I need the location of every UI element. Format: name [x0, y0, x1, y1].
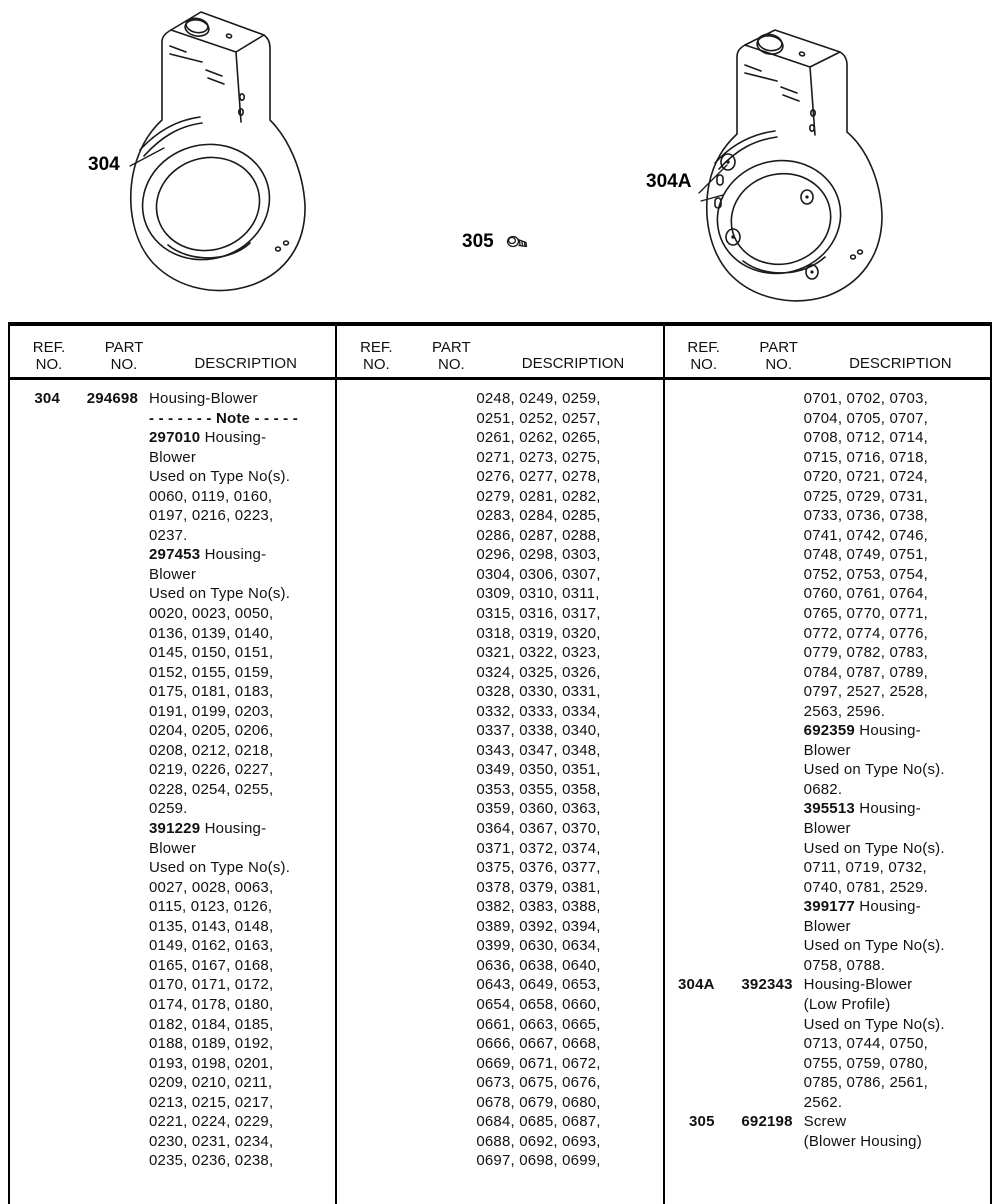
ref-no-cell: [337, 389, 387, 1171]
blower-housing-304-drawing: [118, 2, 336, 294]
description-line: 0321, 0322, 0323,: [476, 644, 601, 662]
table-section-3: [663, 326, 990, 1204]
description-line: 0315, 0316, 0317,: [476, 605, 601, 623]
table-header: [10, 326, 335, 380]
description-line: 0135, 0143, 0148,: [149, 917, 274, 935]
description-line: 0296, 0298, 0303,: [476, 546, 601, 564]
description-line: 0666, 0667, 0668,: [476, 1035, 601, 1053]
description-cell: [804, 1112, 922, 1151]
table-section-2: [335, 326, 662, 1204]
description-line: 0060, 0119, 0160,: [149, 487, 273, 505]
description-line: 395513 Housing-: [803, 800, 921, 818]
ref-no-header: REF. NO.: [360, 339, 393, 373]
table-entry-row: [665, 975, 990, 1112]
description-line: 0682.: [803, 780, 843, 798]
description-line: 0175, 0181, 0183,: [149, 683, 274, 701]
description-line: 0332, 0333, 0334,: [476, 702, 601, 720]
description-cell: [149, 389, 298, 1171]
description-line: 0701, 0702, 0703,: [803, 390, 929, 407]
table-body-3: [665, 380, 990, 1204]
screw-305-drawing: [506, 234, 532, 252]
description-line: 0219, 0226, 0227,: [149, 761, 274, 779]
part-no-header: PART NO.: [104, 339, 144, 373]
ref-no-header: REF. NO.: [32, 339, 66, 373]
part-no-cell: 692198: [741, 1113, 793, 1131]
description-line: 0752, 0753, 0754,: [803, 565, 929, 583]
table-entry-row: [10, 389, 335, 1171]
description-line: 0382, 0383, 0388,: [476, 898, 601, 916]
description-line: 0353, 0355, 0358,: [476, 780, 601, 798]
description-line: 0230, 0231, 0234,: [149, 1132, 274, 1150]
description-line: 0251, 0252, 0257,: [476, 409, 601, 427]
ref-no-cell: 304: [34, 390, 60, 407]
description-line: 0152, 0155, 0159,: [149, 663, 274, 681]
table-entry-row: [665, 389, 990, 975]
description-line: 0318, 0319, 0320,: [476, 624, 601, 642]
description-line: 0145, 0150, 0151,: [149, 644, 274, 662]
table-body-1: [10, 380, 335, 1204]
description-line: Blower: [803, 917, 851, 935]
description-line: 0797, 2527, 2528,: [803, 683, 929, 701]
description-line: 297453 Housing-: [149, 546, 267, 564]
parts-table: [8, 322, 992, 1204]
part-no-cell: [715, 389, 793, 975]
description-line: 0733, 0736, 0738,: [803, 507, 929, 525]
description-line: 2563, 2596.: [803, 702, 886, 720]
description-line: 0748, 0749, 0751,: [803, 546, 929, 564]
description-line: Blower: [149, 448, 197, 466]
description-line: (Low Profile): [803, 995, 891, 1013]
description-line: 0755, 0759, 0780,: [803, 1054, 929, 1072]
description-line: 0182, 0184, 0185,: [149, 1015, 274, 1033]
description-line: 0259.: [149, 800, 188, 818]
description-line: 0688, 0692, 0693,: [476, 1132, 601, 1150]
description-line: 0725, 0729, 0731,: [803, 487, 929, 505]
description-line: 0276, 0277, 0278,: [476, 468, 601, 486]
description-line: 0193, 0198, 0201,: [149, 1054, 274, 1072]
description-line: Used on Type No(s).: [149, 468, 291, 486]
description-line: 0713, 0744, 0750,: [803, 1035, 929, 1053]
description-line: 0208, 0212, 0218,: [149, 741, 274, 759]
description-line: 0279, 0281, 0282,: [476, 487, 601, 505]
description-line: 0237.: [149, 526, 188, 544]
description-line: 0669, 0671, 0672,: [476, 1054, 601, 1072]
description-line: 0197, 0216, 0223,: [149, 507, 274, 525]
description-line: 0115, 0123, 0126,: [149, 898, 273, 916]
description-line: 0654, 0658, 0660,: [476, 995, 601, 1013]
description-line: 0364, 0367, 0370,: [476, 820, 601, 838]
description-line: 0170, 0171, 0172,: [149, 976, 274, 994]
figure-label-304: 304: [88, 154, 120, 175]
description-line: 399177 Housing-: [803, 898, 921, 916]
description-line: Used on Type No(s).: [803, 1015, 945, 1033]
description-line: Used on Type No(s).: [803, 937, 945, 955]
description-line: 0191, 0199, 0203,: [149, 702, 274, 720]
description-line: 297010 Housing-: [149, 429, 267, 447]
description-line: 0343, 0347, 0348,: [476, 741, 601, 759]
description-line: Used on Type No(s).: [149, 585, 291, 603]
description-line: 0213, 0215, 0217,: [149, 1093, 274, 1111]
ref-no-cell: 305: [689, 1113, 715, 1131]
table-entry-row: [337, 389, 662, 1171]
description-line: - - - - - - - Note - - - - -: [149, 409, 298, 427]
description-line: Used on Type No(s).: [149, 859, 291, 877]
description-line: 692359 Housing-: [803, 722, 921, 740]
description-line: 0228, 0254, 0255,: [149, 780, 274, 798]
blower-housing-304a-drawing: [695, 5, 913, 305]
description-line: Housing-Blower: [803, 976, 913, 994]
description-line: 0188, 0189, 0192,: [149, 1035, 274, 1053]
description-line: 0708, 0712, 0714,: [803, 429, 929, 447]
description-line: Blower: [803, 820, 851, 838]
description-line: 0328, 0330, 0331,: [476, 683, 601, 701]
description-cell: [476, 389, 600, 1171]
description-line: 0375, 0376, 0377,: [476, 859, 601, 877]
description-line: Screw: [803, 1113, 847, 1131]
description-line: (Blower Housing): [803, 1132, 922, 1150]
description-line: 0349, 0350, 0351,: [476, 761, 601, 779]
description-line: 0221, 0224, 0229,: [149, 1113, 274, 1131]
description-line: 0337, 0338, 0340,: [476, 722, 601, 740]
description-line: 0027, 0028, 0063,: [149, 878, 274, 896]
description-line: 0271, 0273, 0275,: [476, 448, 601, 466]
description-line: Blower: [149, 565, 197, 583]
part-no-cell: [387, 389, 465, 1171]
part-no-header: PART NO.: [432, 339, 471, 373]
description-line: 0286, 0287, 0288,: [476, 526, 601, 544]
description-line: 0248, 0249, 0259,: [476, 390, 601, 407]
description-line: 0760, 0761, 0764,: [803, 585, 929, 603]
description-line: 0399, 0630, 0634,: [476, 937, 601, 955]
description-line: 0149, 0162, 0163,: [149, 937, 274, 955]
table-section-1: [10, 326, 335, 1204]
description-line: 0684, 0685, 0687,: [476, 1113, 601, 1131]
description-line: 0758, 0788.: [803, 956, 886, 974]
part-no-header: PART NO.: [759, 339, 798, 373]
description-line: Used on Type No(s).: [803, 761, 945, 779]
figure-label-304a: 304A: [646, 171, 692, 192]
part-no-cell: 392343: [741, 976, 793, 994]
table-body-2: [337, 380, 662, 1204]
description-line: 0720, 0721, 0724,: [803, 468, 929, 486]
table-header: [337, 326, 662, 380]
description-line: 0697, 0698, 0699,: [476, 1152, 601, 1170]
description-line: 0371, 0372, 0374,: [476, 839, 601, 857]
description-line: 0772, 0774, 0776,: [803, 624, 929, 642]
description-header: DESCRIPTION: [194, 355, 297, 372]
ref-no-cell: 304A: [677, 976, 715, 994]
ref-no-cell: [665, 389, 715, 975]
description-cell: [804, 975, 945, 1112]
description-line: Used on Type No(s).: [803, 839, 945, 857]
description-line: 0324, 0325, 0326,: [476, 663, 601, 681]
description-line: 0661, 0663, 0665,: [476, 1015, 601, 1033]
description-line: 0235, 0236, 0238,: [149, 1152, 274, 1170]
description-line: 0643, 0649, 0653,: [476, 976, 601, 994]
description-line: 0765, 0770, 0771,: [803, 605, 929, 623]
description-line: 0636, 0638, 0640,: [476, 956, 601, 974]
description-line: 0378, 0379, 0381,: [476, 878, 601, 896]
description-line: 0174, 0178, 0180,: [149, 995, 274, 1013]
description-line: 0304, 0306, 0307,: [476, 565, 601, 583]
description-line: 0359, 0360, 0363,: [476, 800, 601, 818]
description-line: 0261, 0262, 0265,: [476, 429, 601, 447]
description-line: Blower: [149, 839, 197, 857]
description-line: 0209, 0210, 0211,: [149, 1074, 273, 1092]
description-line: Housing-Blower: [149, 390, 258, 407]
description-line: 0673, 0675, 0676,: [476, 1074, 601, 1092]
description-line: 0204, 0205, 0206,: [149, 722, 274, 740]
description-header: DESCRIPTION: [521, 355, 625, 372]
description-line: 2562.: [803, 1093, 843, 1111]
description-line: 0741, 0742, 0746,: [803, 526, 929, 544]
description-header: DESCRIPTION: [849, 355, 952, 372]
description-cell: [804, 389, 945, 975]
ref-no-header: REF. NO.: [687, 339, 720, 373]
description-line: 0740, 0781, 2529.: [803, 878, 929, 896]
description-line: Blower: [803, 741, 851, 759]
description-line: 0309, 0310, 0311,: [476, 585, 600, 603]
figure-label-305: 305: [462, 231, 494, 252]
description-line: 0020, 0023, 0050,: [149, 605, 274, 623]
description-line: 0715, 0716, 0718,: [803, 448, 929, 466]
description-line: 0779, 0782, 0783,: [803, 644, 929, 662]
description-line: 0785, 0786, 2561,: [803, 1074, 929, 1092]
part-no-cell: 294698: [86, 390, 138, 407]
description-line: 0283, 0284, 0285,: [476, 507, 601, 525]
description-line: 0711, 0719, 0732,: [803, 859, 927, 877]
description-line: 0136, 0139, 0140,: [149, 624, 274, 642]
description-line: 391229 Housing-: [149, 820, 267, 838]
description-line: 0389, 0392, 0394,: [476, 917, 601, 935]
description-line: 0784, 0787, 0789,: [803, 663, 929, 681]
table-header: [665, 326, 990, 380]
description-line: 0704, 0705, 0707,: [803, 409, 929, 427]
description-line: 0678, 0679, 0680,: [476, 1093, 601, 1111]
table-entry-row: [665, 1112, 990, 1151]
description-line: 0165, 0167, 0168,: [149, 956, 274, 974]
